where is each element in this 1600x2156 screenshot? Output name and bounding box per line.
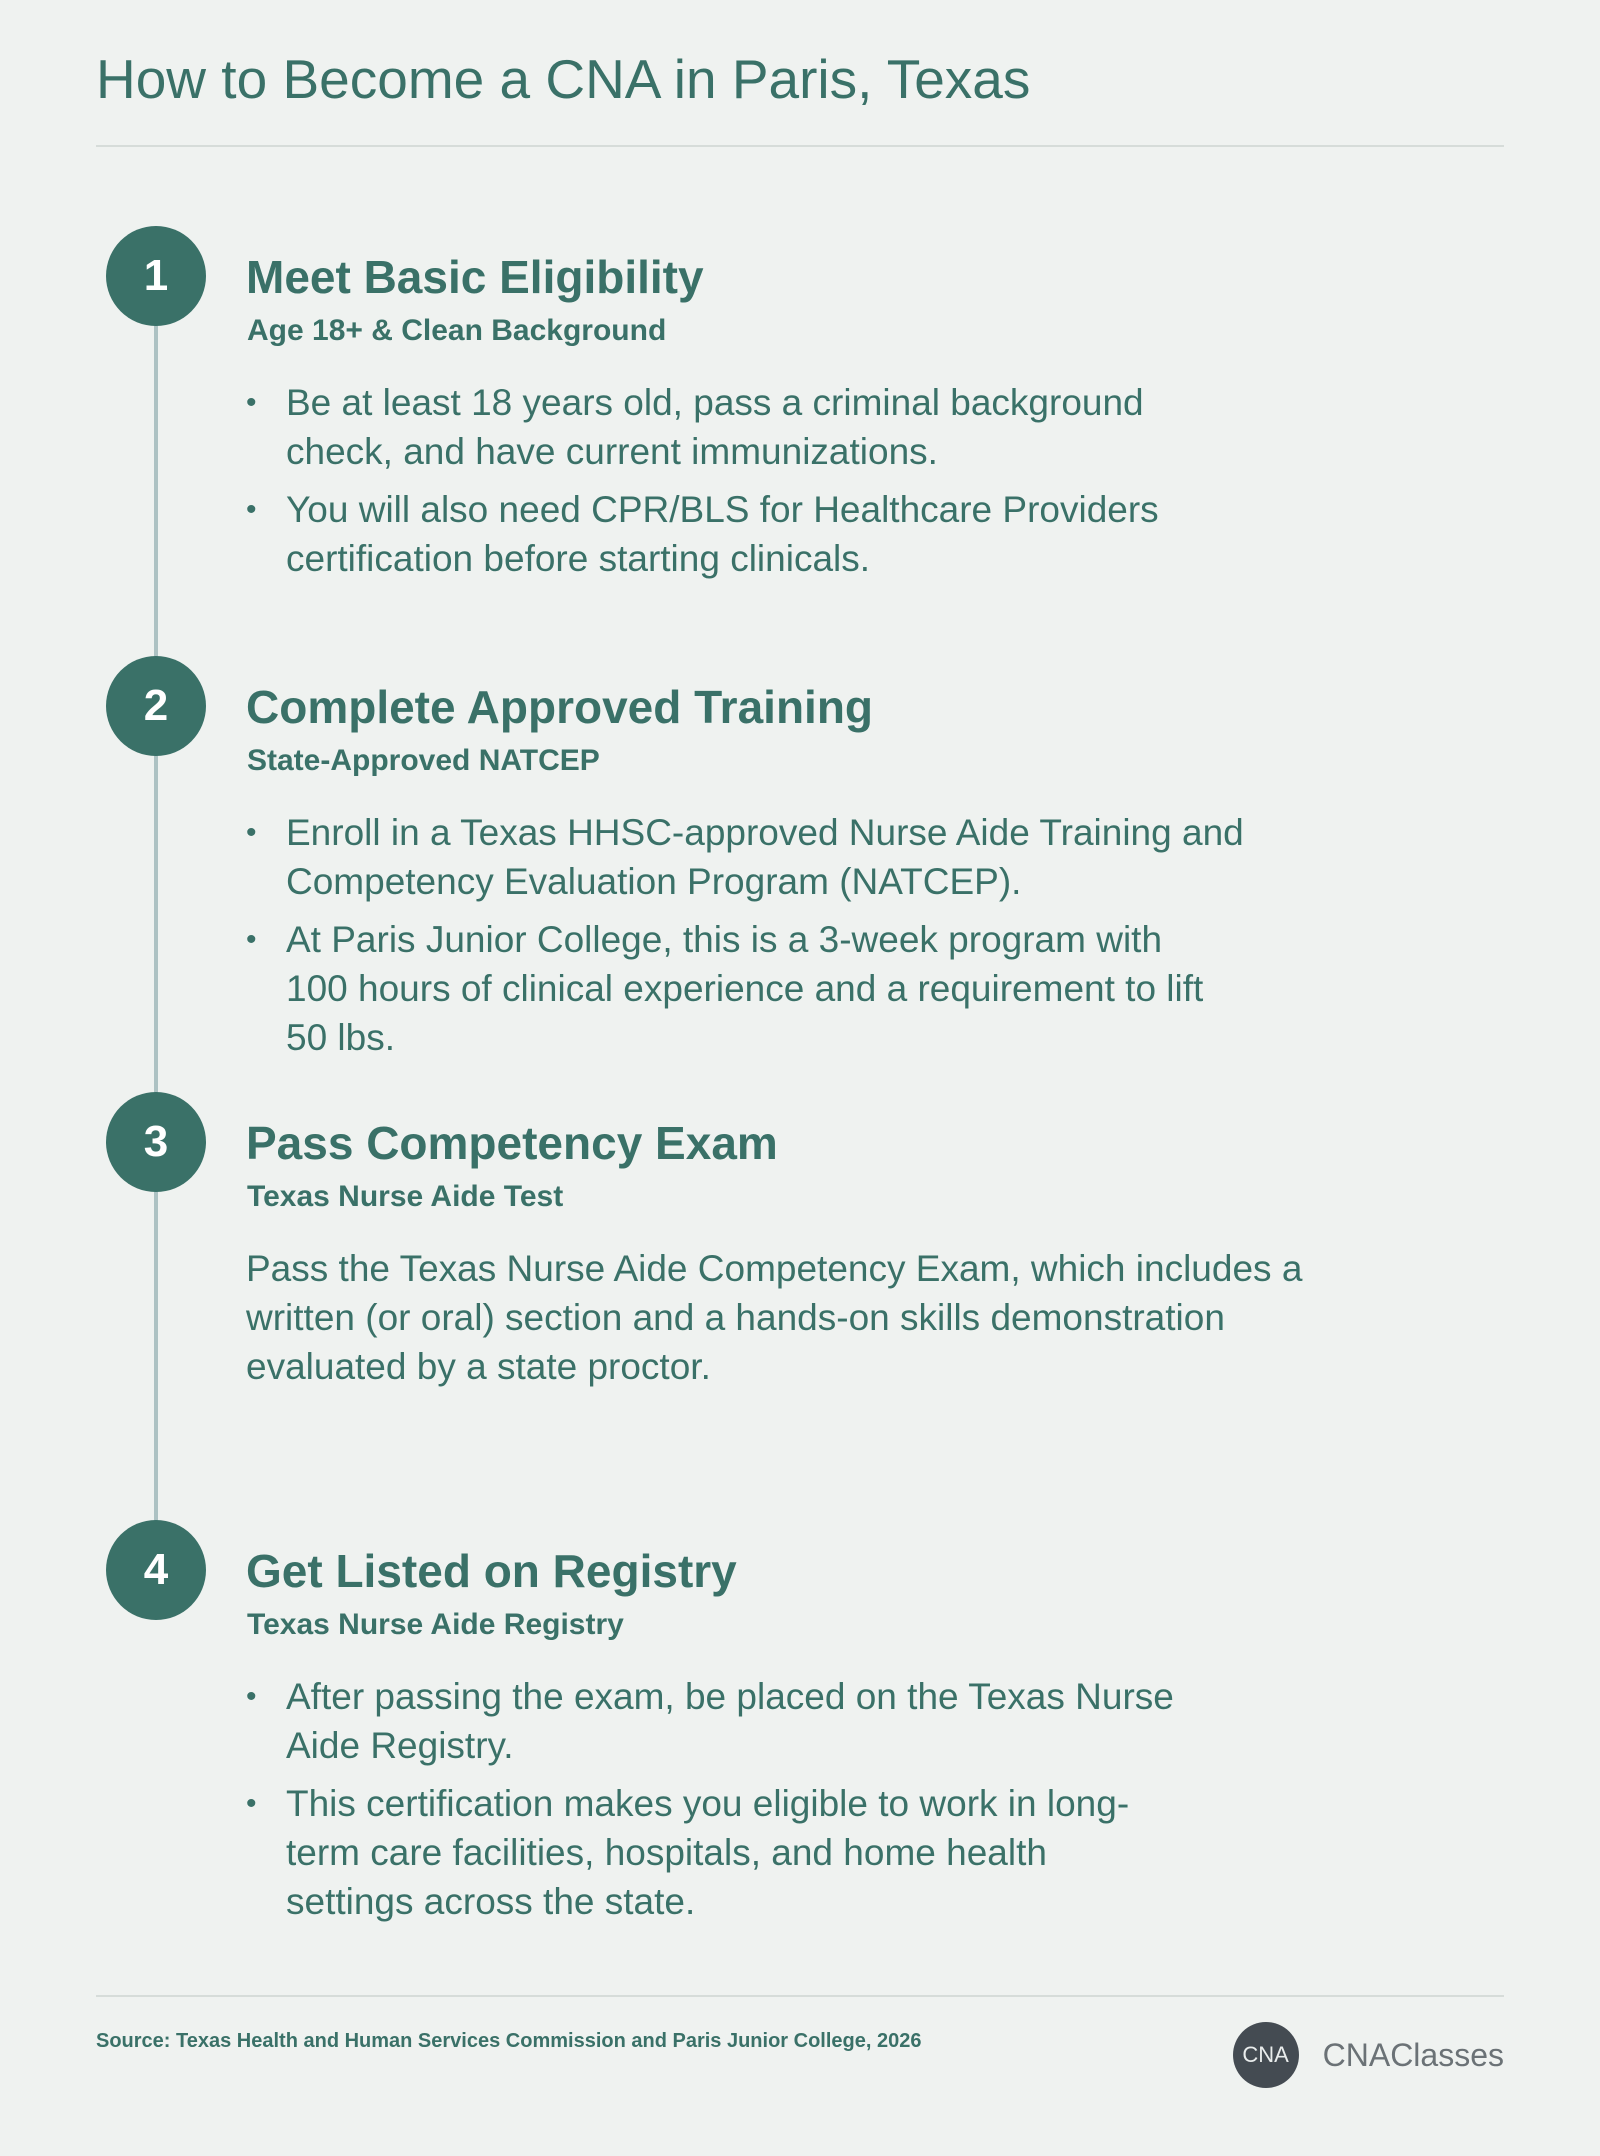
list-item: • You will also need CPR/BLS for Healthcare Providers certification before starting clinicals. <box>246 485 1206 583</box>
step-subtitle: Texas Nurse Aide Test <box>247 1180 564 1213</box>
step-number-badge: 4 <box>106 1520 206 1620</box>
step-number-badge: 3 <box>106 1092 206 1192</box>
step-bullet-list <box>246 808 1316 1071</box>
list-item: • Be at least 18 years old, pass a criminal background check, and have current immunizations. <box>246 378 1206 476</box>
step-description: Pass the Texas Nurse Aide Competency Exam, which includes a written (or oral) section and a hands-on skills demonstration evaluated by a state proctor. <box>246 1248 1303 1387</box>
page-title: How to Become a CNA in Paris, Texas <box>96 48 1031 110</box>
step-title: Complete Approved Training <box>246 681 874 733</box>
step-subtitle: Texas Nurse Aide Registry <box>247 1608 624 1641</box>
step-title: Pass Competency Exam <box>246 1117 778 1169</box>
brand-lockup <box>1233 2022 1504 2088</box>
step-subtitle: State-Approved NATCEP <box>247 744 600 777</box>
list-item: • Enroll in a Texas HHSC-approved Nurse Aide Training and Competency Evaluation Program (NATCEP). <box>246 808 1316 906</box>
footer-divider <box>96 1995 1504 1997</box>
header-divider <box>96 145 1504 147</box>
source-note: Source: Texas Health and Human Services Commission and Paris Junior College, 2026 <box>96 2030 922 2052</box>
step-bullet-list <box>246 1672 1206 1935</box>
timeline-connector <box>154 276 158 1556</box>
step-subtitle: Age 18+ & Clean Background <box>247 314 667 347</box>
list-item: • This certification makes you eligible to work in long-term care facilities, hospitals, and home health settings across the state. <box>246 1779 1166 1926</box>
list-item: • After passing the exam, be placed on the Texas Nurse Aide Registry. <box>246 1672 1206 1770</box>
step-title: Get Listed on Registry <box>246 1545 737 1597</box>
step-number-badge: 1 <box>106 226 206 326</box>
step-bullet-list <box>246 378 1206 592</box>
cna-logo-icon: CNA <box>1233 2022 1299 2088</box>
brand-name: CNAClasses <box>1322 2036 1504 2073</box>
list-item: • At Paris Junior College, this is a 3-week program with 100 hours of clinical experience and a requirement to lift 50 lbs. <box>246 915 1206 1062</box>
step-number-badge: 2 <box>106 656 206 756</box>
step-title: Meet Basic Eligibility <box>246 251 704 303</box>
